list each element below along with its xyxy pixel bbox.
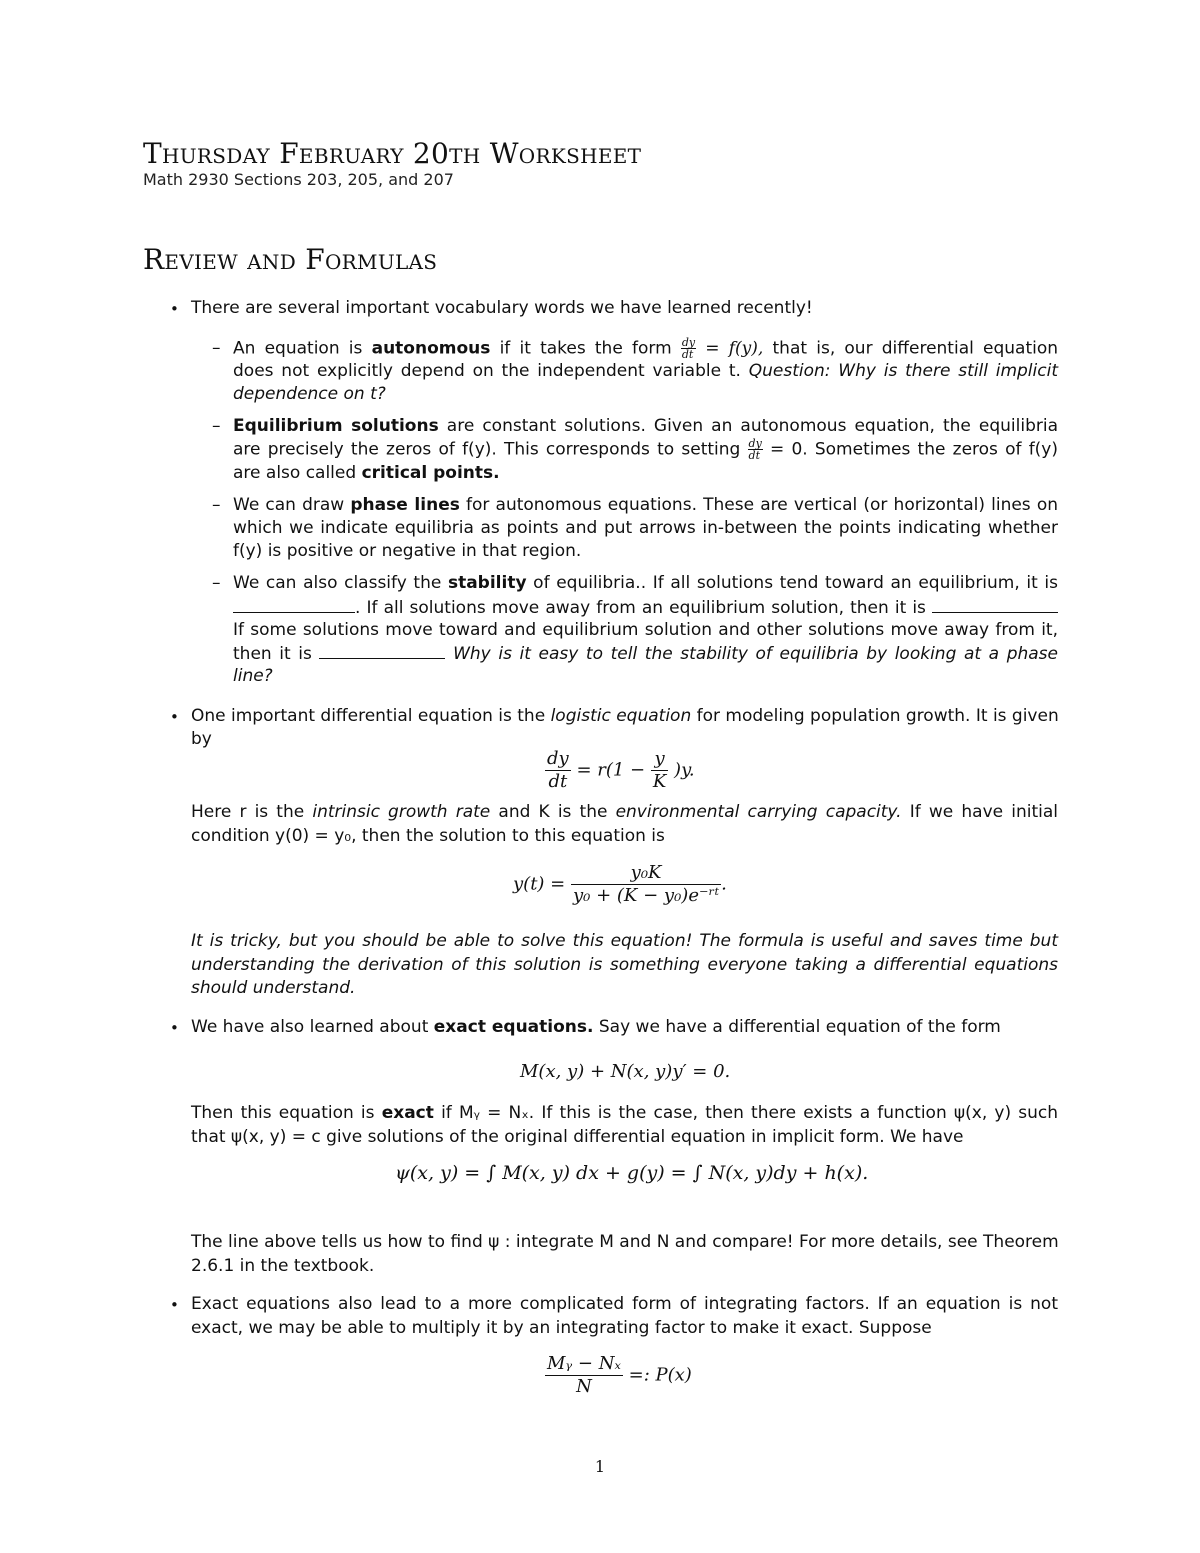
integrating-factor-line-2: exact, we may be able to multiply it by an integrating factor to make it exact. Suppose <box>191 1318 932 1338</box>
stability-line-5: line? <box>233 666 273 686</box>
vocab-intro: There are several important vocabulary words we have learned recently! <box>191 298 813 318</box>
stability-line-3: If some solutions move toward and equilibrium solution and other solutions move away from it, <box>233 620 1058 640</box>
exact-tells-line-1: The line above tells us how to find ψ : integrate M and N and compare! For more details, see Theorem <box>191 1232 1059 1252</box>
dash-icon: – <box>212 573 221 593</box>
logistic-line-1: One important differential equation is the logistic equation for modeling population growth. It is given <box>191 706 1059 726</box>
dash-icon: – <box>212 338 221 358</box>
course-subtitle: Math 2930 Sections 203, 205, and 207 <box>143 170 454 189</box>
stability-line-1: We can also classify the stability of equilibria.. If all solutions tend toward an equilibrium, it is <box>233 573 1058 593</box>
logistic-line-2: by <box>191 729 212 749</box>
phase-line-1: We can draw phase lines for autonomous equations. These are vertical (or horizontal) lines on <box>233 495 1058 515</box>
bullet-icon: • <box>170 1296 179 1314</box>
term-equilibrium: Equilibrium solutions <box>233 416 439 436</box>
term-critical-points: critical points. <box>361 463 500 483</box>
equilibrium-line-3: are also called critical points. <box>233 463 500 483</box>
section-title: Review and Formulas <box>143 243 438 276</box>
term-exact: exact <box>381 1103 434 1123</box>
autonomous-line-3: dependence on t? <box>233 384 386 404</box>
term-exact-equations: exact equations. <box>433 1017 594 1037</box>
fill-in-blank <box>932 596 1058 613</box>
dy-dt-fraction: $\frac{dy}{dt}$ <box>748 437 762 462</box>
term-autonomous: autonomous <box>371 338 491 359</box>
stability-line-2: . If all solutions move away from an equilibrium solution, then it is <box>233 596 1058 620</box>
autonomous-line-1: An equation is autonomous if it takes the form $\frac{dy}{dt}$ = f(y), that is, our differential equation <box>233 336 1059 361</box>
logistic-solution: y(t) = $\frac{\text{y₀K}}{\text{y₀ + (K − y₀)e⁻ʳᵗ}}$ . <box>513 862 727 906</box>
term-stability: stability <box>447 573 527 593</box>
logistic-condition-line: condition y(0) = y₀, then the solution to this equation is <box>191 826 665 846</box>
logistic-note-line-1: It is tricky, but you should be able to solve this equation! The formula is useful and saves time but <box>191 931 1058 951</box>
term-logistic-equation: logistic equation <box>550 706 692 726</box>
autonomous-line-2: does not explicitly depend on the independent variable t. Question: Why is there still implicit <box>233 361 1058 381</box>
dy-dt-fraction: $\frac{dy}{dt}$ <box>681 336 696 361</box>
logistic-here-line: Here r is the intrinsic growth rate and K is the environmental carrying capacity. If we have initial <box>191 802 1058 822</box>
solution-fraction: $\frac{\text{y₀K}}{\text{y₀ + (K − y₀)e⁻ʳᵗ}}$ <box>573 862 720 906</box>
exact-form-equation: M(x, y) + N(x, y)y′ = 0. <box>520 1061 731 1082</box>
mixed-partials-fraction: $\frac{\text{Mᵧ − Nₓ}}{N}$ <box>547 1353 621 1397</box>
exact-tells-line-2: 2.6.1 in the textbook. <box>191 1256 375 1276</box>
logistic-equation: $\frac{dy}{dt}$ = r(1 − $\frac{y}{K}$ )y. <box>547 748 695 792</box>
exact-then-line: Then this equation is exact if Mᵧ = Nₓ. If this is the case, then there exists a function ψ(x, y) such <box>191 1103 1059 1123</box>
stability-line-4: then it is Why is it easy to tell the stability of equilibria by looking at a phase <box>233 644 1058 664</box>
exact-line-1: We have also learned about exact equations. Say we have a differential equation of the form <box>191 1017 1001 1037</box>
p-of-x-equation: $\frac{\text{Mᵧ − Nₓ}}{N}$ =: P(x) <box>547 1353 692 1397</box>
page-number: 1 <box>594 1457 606 1476</box>
phase-line-3: f(y) is positive or negative in that region. <box>233 541 582 561</box>
equilibrium-line-1: Equilibrium solutions are constant solutions. Given an autonomous equation, the equilibria <box>233 416 1059 436</box>
y-over-k-fraction: $\frac{y}{K}$ <box>652 748 667 792</box>
logistic-note-line-3: should understand. <box>191 978 356 998</box>
integrating-factor-line-1: Exact equations also lead to a more complicated form of integrating factors. If an equation is not <box>191 1294 1058 1314</box>
bullet-icon: • <box>170 300 179 318</box>
equilibrium-line-2: are precisely the zeros of f(y). This corresponds to setting $\frac{dy}{dt}$ = 0. Sometimes the zeros of f(y) <box>233 437 1058 462</box>
fill-in-blank <box>233 596 355 613</box>
exact-that-line: that ψ(x, y) = c give solutions of the original differential equation in implicit form. We have <box>191 1127 964 1147</box>
fill-in-blank <box>319 642 445 659</box>
phase-line-2: which we indicate equilibria as points and put arrows in-between the points indicating whether <box>233 518 1058 538</box>
bullet-icon: • <box>170 1019 179 1037</box>
dash-icon: – <box>212 416 221 436</box>
psi-equation: ψ(x, y) = ∫ M(x, y) dx + g(y) = ∫ N(x, y)dy + h(x). <box>395 1162 869 1184</box>
dy-dt-fraction: $\frac{dy}{dt}$ <box>547 748 569 792</box>
term-phase-lines: phase lines <box>350 495 460 515</box>
bullet-icon: • <box>170 708 179 726</box>
page-title: Thursday February 20th Worksheet <box>143 137 642 170</box>
logistic-note-line-2: understanding the derivation of this solution is something everyone taking a differential equations <box>191 955 1058 975</box>
dash-icon: – <box>212 495 221 515</box>
